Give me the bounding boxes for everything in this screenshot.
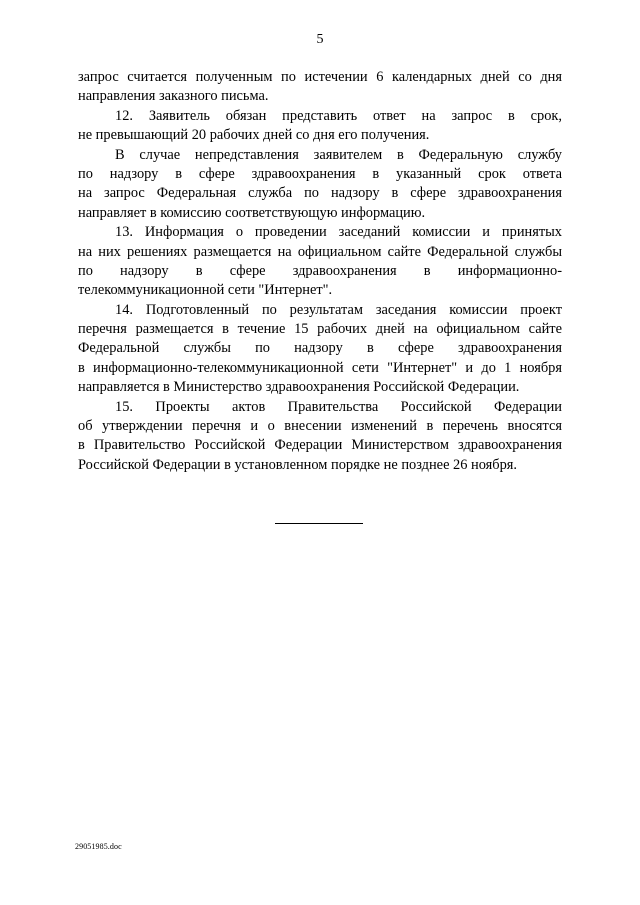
paragraph-item-14 — [78, 301, 562, 398]
document-body — [78, 68, 562, 475]
text-line: на них решениях размещается на официальном сайте Федеральной службы — [78, 243, 562, 260]
text-line: не превышающий 20 рабочих дней со дня его получения. — [78, 127, 430, 144]
text-line: направления заказного письма. — [78, 88, 269, 105]
text-line: В случае непредставления заявителем в Федеральную службу — [115, 146, 562, 163]
text-line: запрос считается полученным по истечении 6 календарных дней со дня — [78, 69, 562, 85]
text-line: Федеральной службы по надзору в сфере здравоохранения — [78, 340, 562, 357]
text-line: на запрос Федеральная служба по надзору в сфере здравоохранения — [78, 185, 562, 202]
text-line: об утверждении перечня и о внесении изменений в перечень вносятся — [78, 418, 562, 435]
paragraph-item-12 — [78, 107, 562, 146]
page-number: 5 — [316, 32, 324, 47]
text-line: перечня размещается в течение 15 рабочих дней на официальном сайте — [78, 321, 562, 338]
text-line: 15. Проекты актов Правительства Российской Федерации — [115, 398, 562, 415]
text-line: направляет в комиссию соответствующую информацию. — [78, 204, 426, 221]
text-line: 13. Информация о проведении заседаний комиссии и принятых — [115, 224, 562, 241]
text-line: 12. Заявитель обязан представить ответ на запрос в срок, — [115, 107, 562, 124]
paragraph-item-15 — [78, 398, 562, 476]
text-line: направляется в Министерство здравоохранения Российской Федерации. — [78, 379, 520, 396]
document-code: 29051985.doc — [75, 842, 122, 851]
text-line: по надзору в сфере здравоохранения в указанный срок ответа — [78, 165, 562, 182]
text-line: в Правительство Российской Федерации Министерством здравоохранения — [78, 437, 562, 454]
text-line: по надзору в сфере здравоохранения в информационно- — [78, 262, 562, 279]
end-separator-line — [275, 523, 363, 524]
paragraph-item-13 — [78, 223, 562, 301]
text-line: в информационно-телекоммуникационной сети "Интернет" и до 1 ноября — [78, 359, 562, 376]
text-line: 14. Подготовленный по результатам заседания комиссии проект — [115, 301, 562, 318]
paragraph-non-submission — [78, 146, 562, 224]
paragraph-continuation — [78, 68, 562, 107]
text-line: телекоммуникационной сети "Интернет". — [78, 282, 333, 299]
text-line: Российской Федерации в установленном порядке не позднее 26 ноября. — [78, 456, 518, 473]
